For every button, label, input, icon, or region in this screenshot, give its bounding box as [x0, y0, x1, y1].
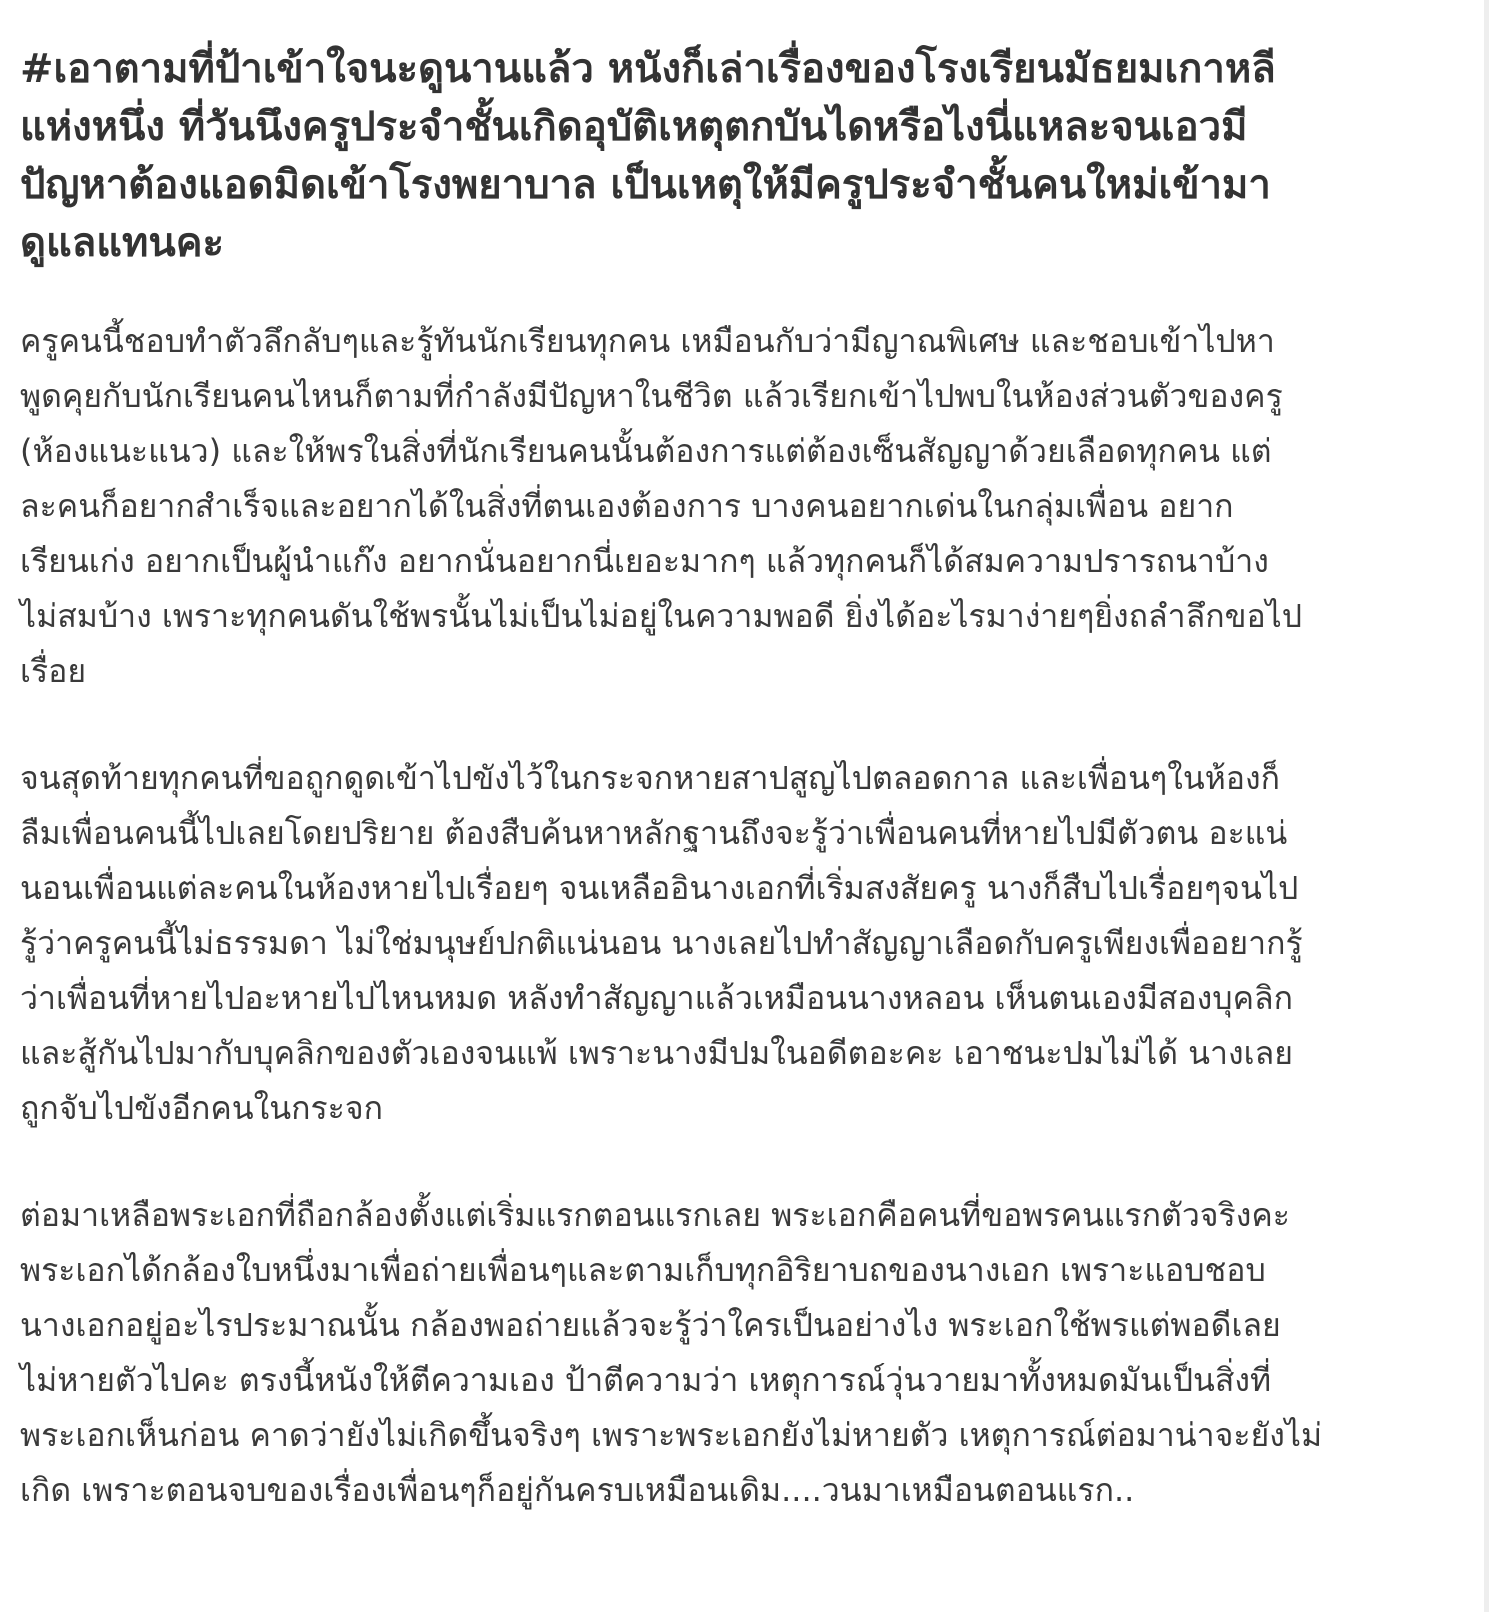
post-title: #เอาตามที่ป้าเข้าใจนะดูนานแล้ว หนังก็เล่าเรื่องของโรงเรียนมัธยมเกาหลี แห่งหนึ่ง ที่วันนึงครูประจำชั้นเกิดอุบัติเหตุตกบันไดหรือไงนี่แหละจนเอวมี ปัญหาต้องแอดมิดเข้าโรงพยาบาล เป็นเหตุให้มีครูประจำชั้นคนใหม่เข้ามา ดูแลแทนคะ — [20, 46, 1276, 266]
paragraph-1: ครูคนนี้ชอบทำตัวลึกลับๆและรู้ทันนักเรียนทุกคน เหมือนกับว่ามีญาณพิเศษ และชอบเข้าไปหา พูดคุยกับนักเรียนคนไหนก็ตามที่กำลังมีปัญหาในชีวิต แล้วเรียกเข้าไปพบในห้องส่วนตัวของครู (ห้องแนะแนว) และให้พรในสิ่งที่นักเรียนคนนั้นต้องการแต่ต้องเซ็นสัญญาด้วยเลือดทุกคน แต่ ละคนก็อยากสำเร็จและอยากได้ในสิ่งที่ตนเองต้องการ บางคนอยากเด่นในกลุ่มเพื่อน อยาก เรียนเก่ง อยากเป็นผู้นำแก๊ง อยากนั่นอยากนี่เยอะมากๆ แล้วทุกคนก็ได้สมความปรารถนาบ้าง ไม่สมบ้าง เพราะทุกคนดันใช้พรนั้นไม่เป็นไม่อยู่ในความพอดี ยิ่งได้อะไรมาง่ายๆยิ่งถลำลึกขอไป เรื่อย — [20, 322, 1303, 690]
paragraph-2: จนสุดท้ายทุกคนที่ขอถูกดูดเข้าไปขังไว้ในกระจกหายสาปสูญไปตลอดกาล และเพื่อนๆในห้องก็ ลืมเพื่อนคนนี้ไปเลยโดยปริยาย ต้องสืบค้นหาหลักฐานถึงจะรู้ว่าเพื่อนคนที่หายไปมีตัวตน อะแน่ นอนเพื่อนแต่ละคนในห้องหายไปเรื่อยๆ จนเหลืออินางเอกที่เริ่มสงสัยครู นางก็สืบไปเรื่อยๆจนไป รู้ว่าครูคนนี้ไม่ธรรมดา ไม่ใช่มนุษย์ปกติแน่นอน นางเลยไปทำสัญญาเลือดกับครูเพียงเพื่ออยากรู้ ว่าเพื่อนที่หายไปอะหายไปไหนหมด หลังทำสัญญาแล้วเหมือนนางหลอน เห็นตนเองมีสองบุคลิก และสู้กันไปมากับบุคลิกของตัวเองจนแพ้ เพราะนางมีปมในอดีตอะคะ เอาชนะปมไม่ได้ นางเลย ถูกจับไปขังอีกคนในกระจก — [20, 759, 1303, 1127]
paragraph-3: ต่อมาเหลือพระเอกที่ถือกล้องตั้งแต่เริ่มแรกตอนแรกเลย พระเอกคือคนที่ขอพรคนแรกตัวจริงคะ พระเอกได้กล้องใบหนึ่งมาเพื่อถ่ายเพื่อนๆและตามเก็บทุกอิริยาบถของนางเอก เพราะแอบชอบ นางเอกอยู่อะไรประมาณนั้น กล้องพอถ่ายแล้วจะรู้ว่าใครเป็นอย่างไง พระเอกใช้พรแต่พอดีเลย ไม่หายตัวไปคะ ตรงนี้หนังให้ตีความเอง ป้าตีความว่า เหตุการณ์วุ่นวายมาทั้งหมดมันเป็นสิ่งที่ พระเอกเห็นก่อน คาดว่ายังไม่เกิดขึ้นจริงๆ เพราะพระเอกยังไม่หายตัว เหตุการณ์ต่อมาน่าจะยังไม่ เกิด เพราะตอนจบของเรื่องเพื่อนๆก็อยู่กันครบเหมือนเดิม....วนมาเหมือนตอนแรก.. — [20, 1196, 1323, 1509]
scrollbar-track — [1484, 0, 1489, 1612]
